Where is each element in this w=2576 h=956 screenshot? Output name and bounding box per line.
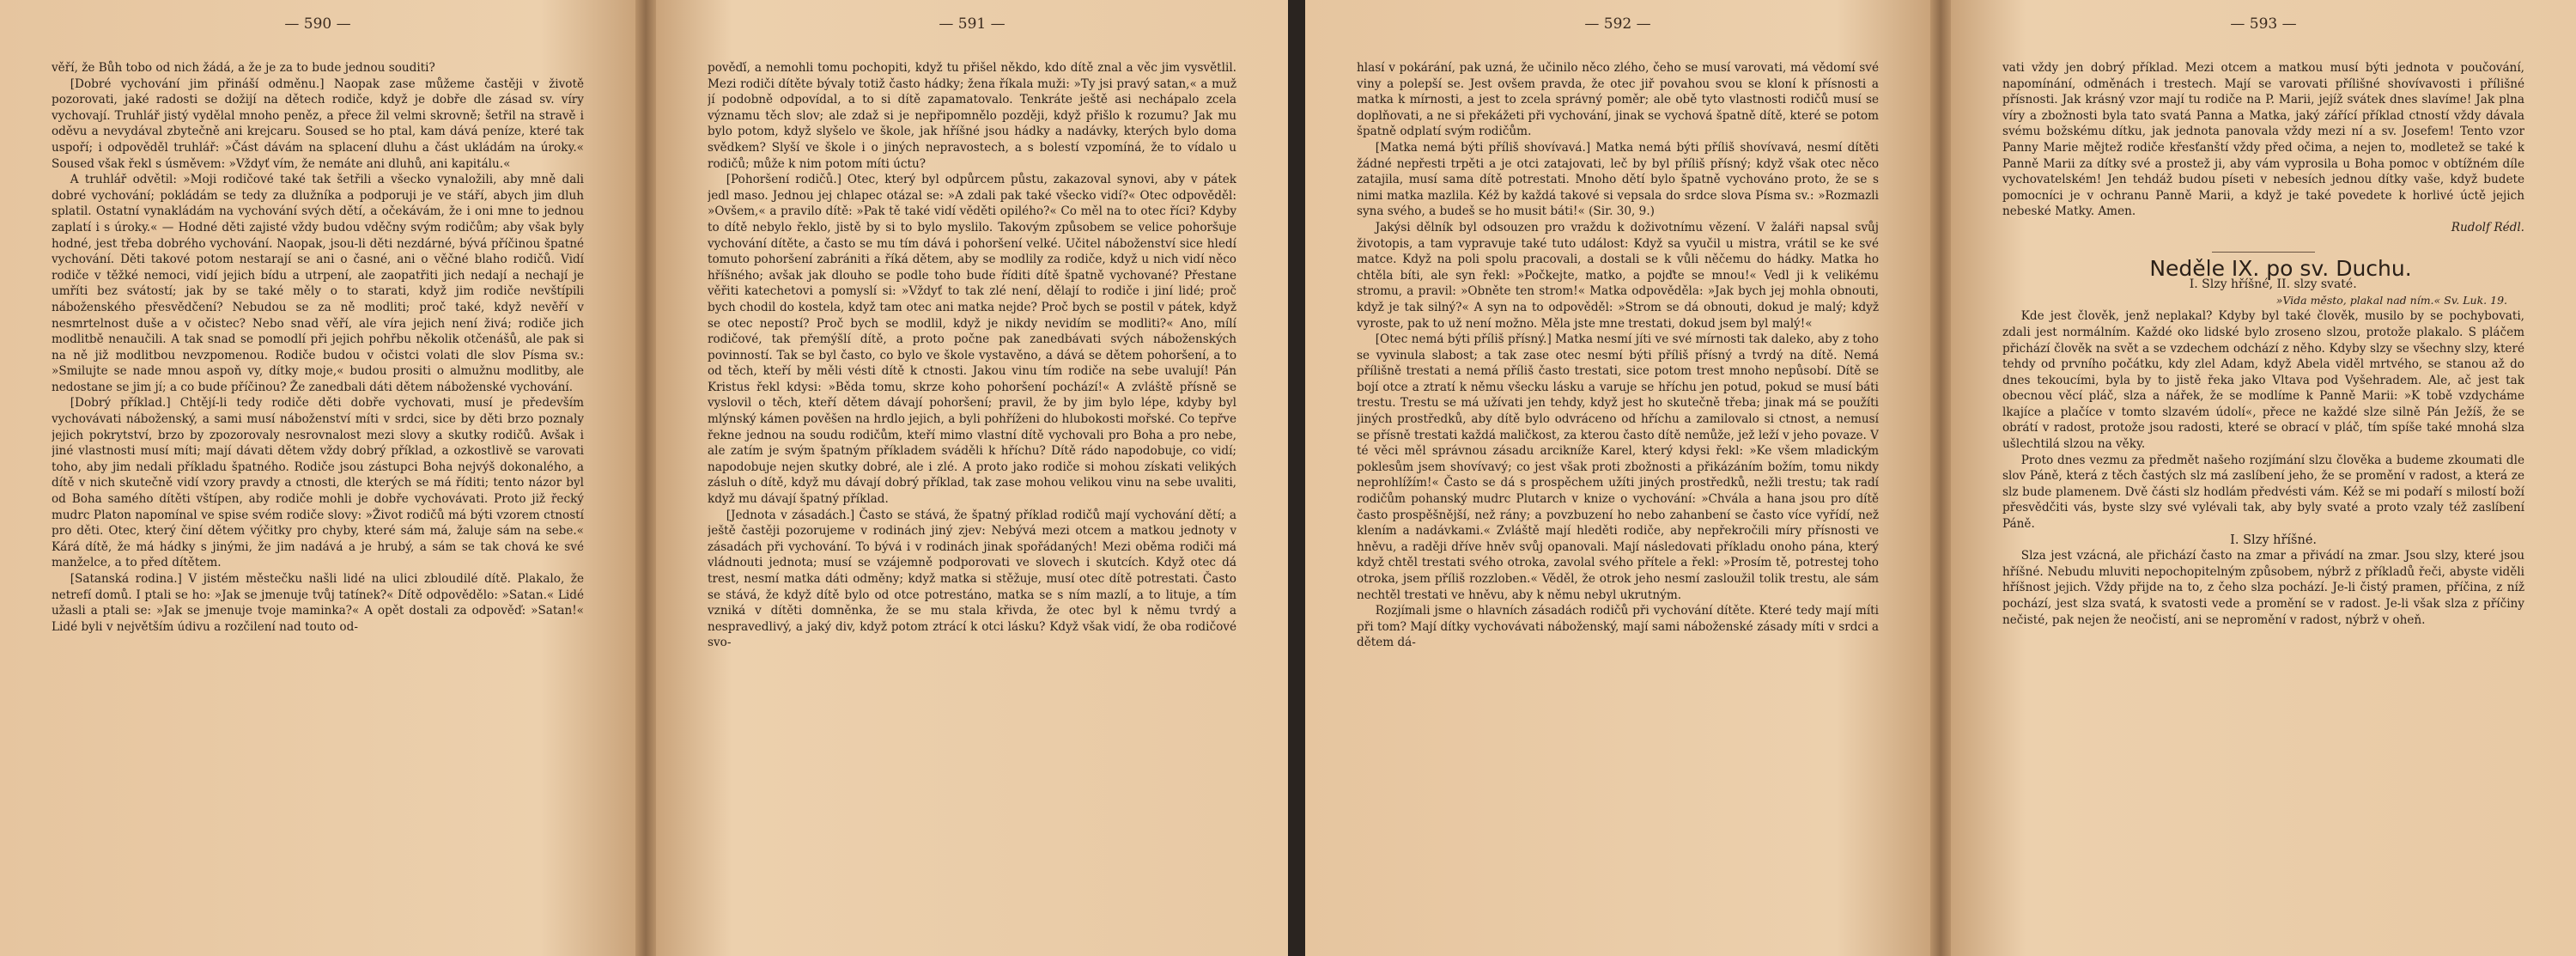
paragraph: [Matka nemá býti příliš shovívavá.] Matka nemá býti příliš shovívavá, nesmí dítěti žádné nepřesti trpěti a je otci zatajovati, leč by byl příliš přísný; když však otec něco zatajila, musí sama dítě potrestati. Mnoho dětí bylo špatně vychováno proto, že se s nimi matka mazlila. Kéž by každá takové si vepsala do srdce slova Písma sv.: »Rozmazli syna svého, a budeš se ho musit báti!« (Sir. 30, 9.) [1357, 140, 1879, 219]
paragraph: [Satanská rodina.] V jistém městečku našli lidé na ulici zbloudilé dítě. Plakalo, že netrefí domů. I ptali se ho: »Jak se jmenuje tvůj tatínek?« Dítě odpovědělo: »Satan.« Lidé užasli a ptali se: »Jak se jmenuje tvoje maminka?« A opět dostali za odpověď: »Satan!« Lidé byli v největším údivu a rozčilení nad touto od- [52, 572, 584, 634]
paragraph: pověďí, a nemohli tomu pochopiti, když tu přišel někdo, kdo dítě znal a věc jim vysvětlil. Mezi rodiči dítěte bývaly totiž často hádky; žena říkala muži: »Ty jsi pravý satan,« a muž jí podobně odpovídal, a to si dítě zapamatovalo. Tenkráte ještě asi nechápalo zcela významu těch slov; ale zdaž si je nepřipomnělo později, když přišlo k rozumu? Jak mu bylo potom, když slyšelo ve škole, jak hříšné jsou hádky a nadávky, kterých bylo doma svědkem? Slyší ve škole i o jiných nepravostech, a s bolestí vzpomíná, že to vídalo u rodičů; může k nim potom míti úctu? [708, 61, 1236, 171]
page-590 [0, 0, 635, 956]
divider [2212, 252, 2315, 253]
text-column [52, 60, 584, 930]
text-column [1357, 60, 1879, 930]
paragraph: [Pohoršení rodičů.] Otec, který byl odpůrcem půstu, zakazoval synovi, aby v pátek jedl maso. Jednou jej chlapec otázal se: »A zdali pak také všecko vidí?« Otec odpověděl: »Ovšem,« a pravilo dítě: »Pak tě také vidí věděti opilého?« Co měl na to otec říci? Kdyby to dítě nebylo řeklo, jistě by si to bylo myslilo. Takovým způsobem se velice pohoršuje vychování dítěte, a často se mu tím dává i pohoršení velké. Učitel náboženství sice hledí tomuto pohoršení zabrániti a říká dětem, aby se modlily za rodiče, když u nich vidí něco hříšného; avšak jak dlouho se podle toho bude říditi dítě špatně vychované? Přestane věřiti katechetovi a pomyslí si: »Vždyť to tak zlé není, dělají to rodiče i jiní lidé; proč bych chodil do kostela, když tam otec ani matka nejde? Proč bych se postil v pátek, když se otec nepostí? Proč bych se modlil, když je nikdy nevidím se modliti?« Ano, mílí rodičové, tak přemýšlí dítě, a proto počne pak zanedbávati svých náboženských povinností. Tak se byl často, co bylo ve škole vystavěno, a dává se dětem pohoršení, a to od těch, kteří by měli vésti dítě k ctnosti. Jakou vinu tím rodiče na sebe uvalují! Pán Kristus řekl kdysi: »Běda tomu, skrze koho pohoršení pochází!« A zvláště přísně se vyslovil o těch, kteří dětem dávají pohoršení; pravil, že by jim bylo lépe, kdyby byl mlýnský kámen pověšen na hrdlo jejich, a byli pohříženi do hlubokosti mořské. Co tepřve řekne jednou na soudu rodičům, kteří mimo vlastní dítě vychovali pro Boha a pro nebe, ale zatím je svým špatným příkladem sváděli k hříchu? Dítě rádo napodobuje, co vidí; napodobuje nejen skutky dobré, ale i zlé. A proto jako rodiče si mohou získati velikých zásluh o dítě, když mu dávají dobrý příklad, tak zase mohou velikou vinu na sebe uvaliti, když mu dávají špatný příklad. [708, 173, 1236, 507]
text-column [708, 60, 1236, 930]
sermon-subtitle: I. Slzy hříšné, II. slzy svaté. [2189, 277, 2357, 292]
paragraph: Proto dnes vezmu za předmět našeho rozjímání slzu člověka a budeme zkoumati dle slov Páně, která z těch častých slz má zaslíbení jeho, že se promění v radost, a která ze slz bude plamenem. Dvě části slz hodlám předvésti vám. Kéž se mi podaří s milostí boží přesvědčiti vás, byste slzy své vylévali tak, aby byly svaté a proto vzaly též zaslíbení Páně. [2002, 453, 2524, 532]
page-592 [1305, 0, 1930, 956]
paragraph: Kde jest člověk, jenž neplakal? Kdyby byl také člověk, musilo by se pochybovati, zdali jest normálním. Každé oko lidské bylo zrosenо slzou, protože plakalo. S pláčem přichází člověk na svět a se vzdechem odchází z něho. Kdyby slzy se všechny slzy, které tehdy od prvního počátku, kdy zlel Adam, když Abela viděl mrtvého, se stanou až do dnes tekoucími, byla by to jistě řeka jako Vltava pod Vyšehradem. Ale, ač jest tak obecnou věcí pláč, slza a nářek, že se modlíme k Panně Marii: »K tobě vzdycháme lkajíce a plačíce v tomto slzavém údolí«, přece ne každé slze silně Pán Ježíš, že se obrátí v radost, protože jsou radosti, které se obrací v pláč, tím spíše také mnohá slza ušlechtilá slzou na věky. [2002, 309, 2524, 452]
page-591 [656, 0, 1288, 956]
paragraph: Rozjímali jsme o hlavních zásadách rodičů při vychování dítěte. Které tedy mají míti při tom? Mají dítky vychovávati náboženský, mají sami náboženské zásady míti v srdci a dětem dá- [1357, 604, 1879, 650]
book-gutter [635, 0, 656, 956]
page-number: — 592 — [1584, 15, 1651, 33]
paragraph: vati vždy jen dobrý příklad. Mezi otcem a matkou musí býti jednota v poučování, napomínání, odměnách i trestech. Mají se varovati přílišné shovívavosti i přílišné přísnosti. Jak krásný vzor mají tu rodiče na P. Marii, jejíž svátek dnes slavíme! Jak plna víry a zbožnosti byla tato svatá Panna a Matka, jaký zářící příklad ctností vždy dávala svému božskému dítku, jak jednota panovala vždy mezi ní a sv. Josefem! Tento vzor Panny Marie mějtež rodiče křesťanští vždy před očima, a nejen to, modletež se také k Panně Marii za dítky své a prostež ji, aby vám vyprosila u Boha pomoc v obtížném díle vychovatelském! Jen tehdáž budou píseti v nebesích jednou dítky vaše, když budete pomocníci je v ochranu Panně Marii, a když je také povedete k horlivé úctě jejich nebeské Matky. Amen. [2002, 61, 2524, 219]
page-number: — 591 — [939, 15, 1005, 33]
paragraph: věří, že Bůh tobo od nich žádá, a že je za to bude jednou souditi? [52, 61, 435, 75]
page-593 [1951, 0, 2576, 956]
book-gutter [1930, 0, 1951, 956]
paragraph: [Dobré vychování jim přináší odměnu.] Naopak zase můžeme častěji v životě pozorovati, jaké radosti se dožijí na dětech rodiče, když je dobře dle zásad sv. víry vychovají. Truhlář jistý vydělal mnoho peněz, a přece žil velmi skrovně; šetřil na stravě i oděvu a nevydával zbytečně ani krejcaru. Soused se ho ptal, kam dává peníze, které tak uspoří; i odpověděl truhlář: »Část dávám na splacení dluhu a část ukládám na úroky.« Soused však řekl s úsměvem: »Vždyť vím, že nemáte ani dluhů, ani kapitálu.« [52, 76, 584, 171]
paragraph: Jakýsi dělník byl odsouzen pro vraždu k doživotnímu vězení. V žaláři napsal svůj životopis, a tam vypravuje také tuto událost: Když sa vyučil u mistra, vrátil se ke své matce. Když na poli spolu pracovali, a dostali se k vůli něčemu do hádky. Matka ho chtěla bíti, ale syn řekl: »Počkejte, matko, a pojďte se mnou!« Vedl ji k velikému stromu, a pravil: »Obněte ten strom!« Matka odpověděla: »Jak bych jej mohla obnouti, když je tak silný?« A syn na to odpověděl: »Strom se dá obnouti, dokud je malý; když vyroste, pak to už není možno. Měla jste mne trestati, dokud jsem byl malý!« [1357, 220, 1879, 331]
page-number: — 593 — [2230, 15, 2297, 33]
paragraph: Slza jest vzácná, ale přichází často na zmar a přivádí na zmar. Jsou slzy, které jsou hříšné. Nebudu mluviti nepochopitelným způsobem, nýbrž z příkladů řeči, abyste viděli hříšnost jejich. Vždy přijde na to, z čeho slza pochází. Je-li čistý pramen, příčina, z níž pochází, jest slza svatá, k svatosti vede a promění se v radost. Je-li však slza z příčiny nečisté, pak nejen že neočistí, ani se nepromění v radost, nýbrž v oheň. [2002, 549, 2524, 627]
sermon-title: Neděle IX. po sv. Duchu. [2149, 255, 2412, 281]
author-signature: Rudolf Rédl. [2451, 220, 2524, 234]
text-column [2002, 60, 2524, 930]
paragraph: [Jednota v zásadách.] Často se stává, že špatný příklad rodičů mají vychování dětí; a ještě častěji pozorujeme v rodinách jiný zjev: Nebývá mezi otcem a matkou jednoty v zásadách při vychování. To bývá i v rodinách jinak spořádaných! Mezi oběma rodiči má vládnouti jednota; musí se vzájemně podporovati ve slovech i skutcích. Když otec dá trest, nesmí matka dáti odměny; když matka si stěžuje, musí otec dítě potrestati. Často se stává, že když dítě bylo od otce potrestáno, matka se s ním mazlí, a to lituje, a tím vzniká v dítěti domněnka, že se mu stala křivda, že otec byl k němu tvrdý a nespravedlivý, a jaký div, když potom ztrácí k otci lásku? Když však vidí, že oba rodičové svo- [708, 508, 1236, 650]
page-number: — 590 — [284, 15, 351, 33]
paragraph: A truhlář odvětil: »Moji rodičové také tak šetřili a všecko vynaložili, aby mně dali dobré vychování; pokládám se tedy za dlužníka a podporuji je ve stáří, abych jim dluh splatil. Ostatní vynakládám na vychování svých dětí, a očekávám, že i oni mne to jednou zaplatí i s úroky.« — Hodné děti zajisté vždy budou vděčny svým rodičům; aby však byly hodné, jest třeba dobrého vychování. Naopak, jsou-li děti nezdárné, bývá příčinou špatné vychování. Děti takové potom nestarají se ani o časné, ani o věčné blaho rodičů. Vidí rodiče v těžké nemoci, vidí jejich bídu a utrpení, ale zaopatřiti jich nedají a nechají je umříti bez svátostí; jak by se také měly o to starati, když jim rodiče nevštípili náboženského přesvědčení? Nebudou se za ně modliti; proč také, když nevěří v nesmrtelnost duše a v očistec? Nebo snad věří, ale víra jejich není živá; rodiče jich modlitbě nenaučili. A tak snad se pomodlí při jejich pohřbu několik otčenášů, ale pak si na ně již modlitbou nevzpomenou. Rodiče budou v očistci volati dle slov Písma sv.: »Smilujte se nade mnou aspoň vy, dítky moje,« budou prositi o almužnu modlitby, ale nedostane se jim jí; a co bude příčinou? Že zanedbali dáti dětem náboženské vychování. [52, 173, 584, 394]
section-heading: I. Slzy hříšné. [2230, 533, 2318, 547]
paragraph: [Dobrý příklad.] Chtějí-li tedy rodiče děti dobře vychovati, musí je především vychovávati náboženský, a sami musí náboženství míti v srdci, sice by děti brzo poznaly jejich pokrytství, brzo by zpozorovaly nesrovnalost mezi slovy a skutky rodičů. Avšak i jiné vlastnosti musí míti; mají dávati dětem vždy dobrý příklad, a ozkostlivě se varovati toho, aby jim nedali příkladu špatného. Rodiče jsou zástupci Boha nejvýš dokonalého, a dítě v nich skutečně vidí vzory pravdy a ctnosti, dle kterých se má říditi; tento názor byl od Boha samého dítěti vštípen, aby rodiče mohli je dobře vychovávati. Proto již řecký mudrc Platon napomínal ve spise svém rodiče slovy: »Život rodičů má býti vzorem ctností pro děti. Otec, který činí dětem výčitky pro chyby, které sám má, žaluje sám na sebe.« Kárá dítě, že má hádky s jinými, že jim nadává a je hrubý, a sám se tak chová ke své manželce, a to před dítětem. [52, 396, 584, 570]
paragraph: [Otec nemá býti příliš přísný.] Matka nesmí jíti ve své mírnosti tak daleko, aby z toho se vyvinula slabost; a tak zase otec nesmí býti příliš přísný a tvrdý na dítě. Nemá přílišně trestati a nemá příliš často trestati, sice potom trest mnoho nepůsobí. Dítě se bojí otce a ztratí k němu všecku lásku a varuje se hříchu jen potud, pokud se musí báti trestu. Trestu se má užívati jen tehdy, když jest ho skutečně třeba; jinak má se použíti jiných prostředků, aby dítě bylo odvráceno od hříchu a zamilovalo si ctnost, a nemusí se přísně trestati každá maličkost, za kterou často dítě nemůže, jež leží v jeho povaze. V té věci měl správnou zásadu arcikníže Karel, který kdysi řekl: »Ke všem mladickým poklesům jsem shovívavý; co jest však proti zbožnosti a přikázáním božím, tomu nikdy neprohlížím!« Často se dá s prospěchem užíti jiných prostředků, nežli trestu; tak radí rodičům pohanský mudrc Plutarch v knize o vychování: »Chvála a hana jsou pro dítě často prospěšnější, než rány; a povzbuzení ho nebo zahanbení se často více vyřídí, než klením a nadávkami.« Zvláště mají hleděti rodiče, aby nepřekročili míry přísnosti ve hněvu, a raději dříve hněv svůj opanovali. Mají následovati příkladu onoho pána, který když chtěl trestati svého otroka, zavolal svého přítele a řekl: »Prosím tě, potrestej toho otroka, jsem příliš rozzloben.« Věděl, že otrok jeho nesmí zasloužil tolik trestu, ale sám nechtěl trestati ve hněvu, aby k němu nebyl ukrutným. [1357, 332, 1879, 602]
paragraph: hlasí v pokárání, pak uzná, že učinilo něco zlého, čeho se musí varovati, má vědomí své viny a polepší se. Jest ovšem pravda, že otec jiř povahou svou se kloní k přísnosti a matka k mírnosti, a jest to zcela správný poměr; ale obě tyto vlastnosti rodičů musí se doplňovati, a ne si překážeti při vychování, jinak se vychová špatně dítě, které se potom špatně odplatí svým rodičům. [1357, 61, 1879, 139]
sermon-motto: »Vida město, plakal nad ním.« Sv. Luk. 19. [2275, 293, 2507, 307]
book-spread-right [1305, 0, 2576, 956]
